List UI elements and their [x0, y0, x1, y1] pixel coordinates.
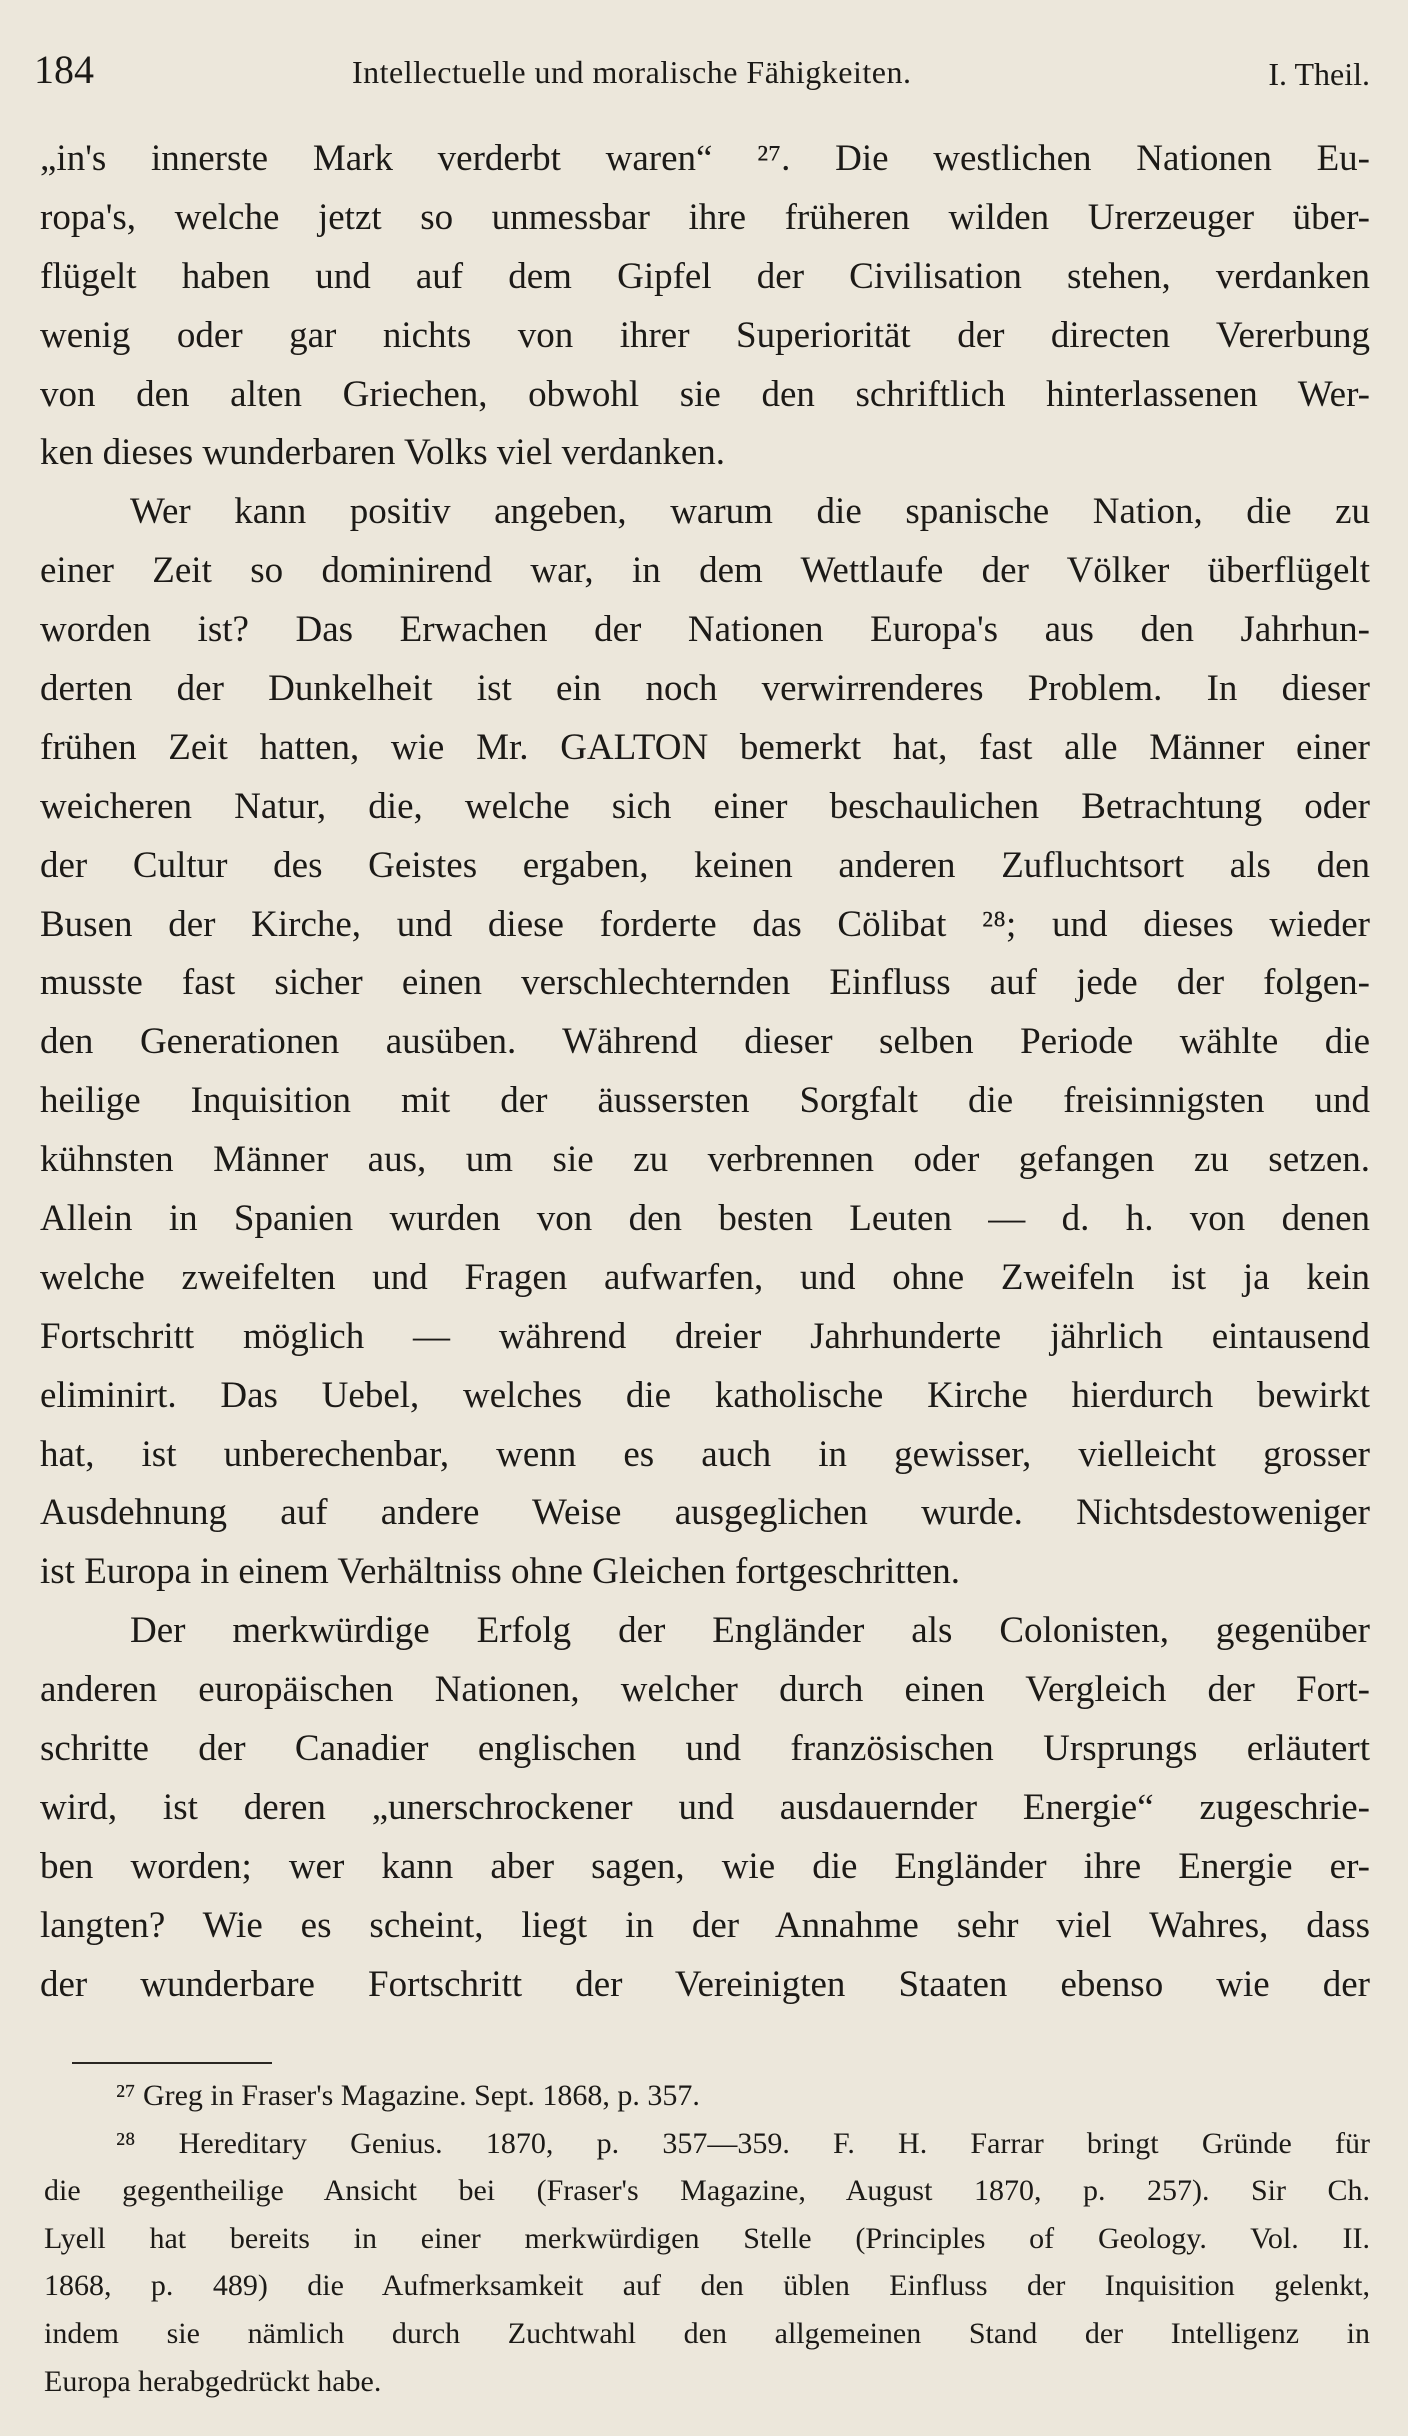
text-line: welche zweifelten und Fragen aufwarfen, und ohne Zweifeln ist ja kein — [40, 1256, 1370, 1298]
text-line: ben worden; wer kann aber sagen, wie die Engländer ihre Energie er- — [40, 1845, 1370, 1887]
footnote-line: Lyell hat bereits in einer merkwürdigen Stelle (Principles of Geology. Vol. II. — [44, 2221, 1370, 2255]
text-line: Fortschritt möglich — während dreier Jahrhunderte jährlich eintausend — [40, 1315, 1370, 1357]
text-line: langten? Wie es scheint, liegt in der Annahme sehr viel Wahres, dass — [40, 1904, 1370, 1946]
text-line: frühen Zeit hatten, wie Mr. GALTON bemerkt hat, fast alle Männer einer — [40, 726, 1370, 768]
part-label: I. Theil. — [1268, 56, 1370, 92]
text-line: derten der Dunkelheit ist ein noch verwirrenderes Problem. In dieser — [40, 668, 1370, 710]
text-line: hat, ist unberechenbar, wenn es auch in gewisser, vielleicht grosser — [40, 1433, 1370, 1475]
footnote-line: 1868, p. 489) die Aufmerksamkeit auf den üblen Einfluss der Inquisition gelenkt, — [44, 2269, 1370, 2303]
text-line: anderen europäischen Nationen, welcher durch einen Vergleich der Fort- — [40, 1669, 1370, 1711]
text-line: ken dieses wunderbaren Volks viel verdanken. — [40, 432, 726, 474]
text-line: „in's innerste Mark verderbt waren“ ²⁷. Die westlichen Nationen Eu- — [40, 138, 1370, 179]
running-title: Intellectuelle und moralische Fähigkeiten. — [352, 54, 912, 90]
text-line: einer Zeit so dominirend war, in dem Wettlaufe der Völker überflügelt — [40, 550, 1370, 592]
footnote-divider — [72, 2062, 272, 2064]
text-line: worden ist? Das Erwachen der Nationen Europa's aus den Jahrhun- — [40, 609, 1370, 651]
footnote-line: die gegentheilige Ansicht bei (Fraser's Magazine, August 1870, p. 257). Sir Ch. — [44, 2174, 1370, 2208]
body-text — [40, 130, 1370, 2015]
text-line: ropa's, welche jetzt so unmessbar ihre früheren wilden Urerzeuger über- — [40, 196, 1370, 238]
text-line: den Generationen ausüben. Während dieser selben Periode wählte die — [40, 1021, 1370, 1063]
text-line: ist Europa in einem Verhältniss ohne Gleichen fortgeschritten. — [40, 1551, 960, 1593]
text-line: kühnsten Männer aus, um sie zu verbrennen oder gefangen zu setzen. — [40, 1139, 1370, 1181]
text-line: Allein in Spanien wurden von den besten Leuten — d. h. von denen — [40, 1198, 1370, 1240]
text-line: heilige Inquisition mit der äussersten Sorgfalt die freisinnigsten und — [40, 1080, 1370, 1122]
text-line: schritte der Canadier englischen und französischen Ursprungs erläutert — [40, 1728, 1370, 1770]
text-line: Der merkwürdige Erfolg der Engländer als Colonisten, gegenüber — [130, 1610, 1370, 1652]
text-line: weicheren Natur, die, welche sich einer beschaulichen Betrachtung oder — [40, 785, 1370, 827]
footnotes — [44, 2072, 1370, 2405]
text-line: der wunderbare Fortschritt der Vereinigten Staaten ebenso wie der — [40, 1963, 1370, 2005]
text-line: wird, ist deren „unerschrockener und ausdauernder Energie“ zugeschrie- — [40, 1786, 1370, 1828]
text-line: flügelt haben und auf dem Gipfel der Civilisation stehen, verdanken — [40, 255, 1370, 297]
footnote-line: ²⁷ Greg in Fraser's Magazine. Sept. 1868, p. 357. — [116, 2079, 700, 2112]
text-line: von den alten Griechen, obwohl sie den schriftlich hinterlassenen Wer- — [40, 373, 1370, 415]
footnote-line: Europa herabgedrückt habe. — [44, 2364, 382, 2398]
text-line: eliminirt. Das Uebel, welches die katholische Kirche hierdurch bewirkt — [40, 1374, 1370, 1416]
text-line: Busen der Kirche, und diese forderte das Cölibat ²⁸; und dieses wieder — [40, 903, 1370, 945]
page-header — [34, 46, 1370, 106]
text-line: Wer kann positiv angeben, warum die spanische Nation, die zu — [130, 491, 1370, 533]
footnote-line: indem sie nämlich durch Zuchtwahl den allgemeinen Stand der Intelligenz in — [44, 2316, 1370, 2350]
text-line: wenig oder gar nichts von ihrer Superiorität der directen Vererbung — [40, 314, 1370, 356]
text-line: musste fast sicher einen verschlechternden Einfluss auf jede der folgen- — [40, 962, 1370, 1004]
page-number: 184 — [34, 47, 94, 92]
footnote-line: ²⁸ Hereditary Genius. 1870, p. 357—359. F. H. Farrar bringt Gründe für — [116, 2126, 1370, 2160]
text-line: der Cultur des Geistes ergaben, keinen anderen Zufluchtsort als den — [40, 844, 1370, 886]
text-line: Ausdehnung auf andere Weise ausgeglichen wurde. Nichtsdestoweniger — [40, 1492, 1370, 1534]
